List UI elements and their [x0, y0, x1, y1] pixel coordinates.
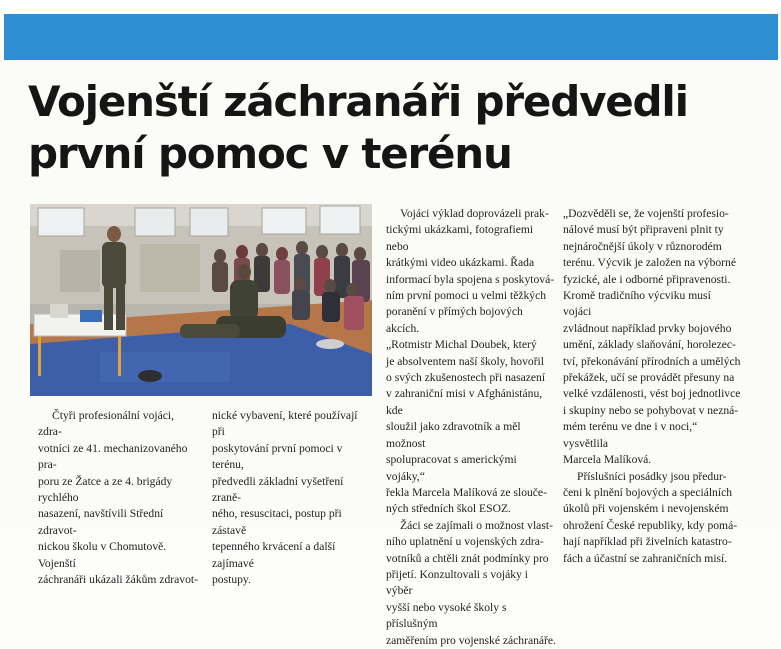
col1-paragraph: [38, 408, 200, 588]
text-line: hají například při živelních katastro-: [563, 535, 732, 549]
text-line: sloužil jako zdravotník a měl možnost: [386, 420, 521, 450]
text-line: zvládnout například prvky bojového: [563, 321, 732, 335]
text-line: Kromě tradičního výcviku musí vojáci: [563, 289, 711, 319]
header-accent-bar: [4, 14, 778, 60]
col4-paragraph-1: [563, 206, 741, 469]
text-line: poru ze Žatce a ze 4. brigády rychlého: [38, 474, 173, 505]
text-line: nickou školu v Chomutově. Vojenští: [38, 540, 167, 570]
text-line: ním první pomoci u velmi těžkých: [386, 289, 547, 303]
article-photo: [30, 204, 372, 396]
text-line: i skupiny nebo se pohybovat v nezná-: [563, 403, 739, 417]
text-line: ohrožení České republiky, kdy pomá-: [563, 518, 738, 532]
col3-paragraph-2: [386, 518, 556, 649]
text-line: v zahraniční misi v Afghánistánu, kde: [386, 387, 543, 417]
text-line: votníci ze 41. mechanizovaného pra-: [38, 441, 188, 472]
text-line: ných středních škol ESOZ.: [386, 502, 511, 516]
text-line: ného, resuscitaci, postup při zástavě: [212, 507, 342, 537]
text-line: Marcela Malíková.: [563, 453, 652, 467]
text-line: tickými ukázkami, fotografiemi nebo: [386, 223, 534, 253]
text-line: „Rotmistr Michal Doubek, který: [386, 338, 537, 352]
article-column-3: [386, 206, 556, 649]
text-line: ního uplatnění u vojenských zdra-: [386, 535, 544, 549]
text-line: nejnáročnější úkoly v různorodém: [563, 239, 722, 253]
text-line: zaměřením pro vojenské záchranáře.: [386, 633, 556, 647]
text-line: fyzické, ale i odborné připravenosti.: [563, 272, 731, 286]
top-margin: [0, 0, 781, 12]
text-line: spolupracovat s americkými vojáky,“: [386, 453, 517, 483]
text-line: Žáci se zajímali o možnost vlast-: [400, 518, 553, 532]
text-line: poranění v přímých bojových akcích.: [386, 305, 523, 335]
text-line: postupy.: [212, 573, 251, 587]
text-line: informací byla spojena s poskytová-: [386, 272, 555, 286]
headline-line-1: Vojenští záchranáři předvedli: [28, 77, 688, 126]
text-line: Příslušníci posádky jsou předur-: [577, 469, 727, 483]
photo-illustration: [30, 204, 372, 396]
text-line: řekla Marcela Malíková ze slouče-: [386, 485, 547, 499]
col3-paragraph-1: [386, 206, 556, 518]
text-line: vyšší nebo vysoké školy s příslušným: [386, 600, 507, 631]
text-line: tví, překonávání přírodních a umělých: [563, 354, 741, 368]
text-line: záchranáři ukázali žákům zdravot-: [38, 573, 198, 587]
text-line: Vojáci výklad doprovázeli prak-: [400, 207, 549, 220]
article-column-4: [563, 206, 741, 567]
text-line: mém terénu ve dne i v noci,“ vysvětlila: [563, 420, 698, 450]
text-line: je absolventem naší školy, hovořil: [386, 354, 544, 368]
col2-paragraph: [212, 408, 372, 588]
text-line: nálové musí být připraveni plnit ty: [563, 223, 724, 237]
text-line: nické vybavení, které používají při: [212, 409, 358, 439]
text-line: fách a účastní se zahraničních misí.: [563, 551, 728, 565]
text-line: čeni k plnění bojových a speciálních: [563, 485, 733, 499]
text-line: přijetí. Konzultovali s vojáky i výběr: [386, 567, 529, 598]
col4-paragraph-2: [563, 469, 741, 567]
text-line: Čtyři profesionální vojáci, zdra-: [38, 409, 175, 439]
text-line: překážek, učí se provádět přesuny na: [563, 371, 735, 385]
text-line: předvedli základní vyšetření zraně-: [212, 474, 344, 505]
article-column-2: [212, 408, 372, 588]
article-column-1: [38, 408, 200, 588]
text-line: poskytování první pomoci v terénu,: [212, 441, 343, 472]
text-line: o svých zkušenostech při nasazení: [386, 371, 546, 385]
text-line: úkolů při vojenském i nevojenském: [563, 502, 729, 516]
text-line: nasazení, navštívili Střední zdravot-: [38, 507, 164, 537]
text-line: velké vzdálenosti, vést boj jednotlivce: [563, 387, 741, 401]
text-line: terénu. Výcvik je založen na výborné: [563, 256, 736, 270]
headline-line-2: první pomoc v terénu: [28, 129, 512, 178]
text-line: umění, základy slaňování, horolezec-: [563, 338, 736, 352]
text-line: „Dozvěděli se, že vojenští profesio-: [563, 207, 729, 220]
text-line: tepenného krvácení a další zajímavé: [212, 540, 336, 570]
text-line: krátkými video ukázkami. Řada: [386, 256, 535, 270]
headline: [28, 76, 758, 180]
text-line: votníků a chtěli znát podmínky pro: [386, 551, 549, 565]
